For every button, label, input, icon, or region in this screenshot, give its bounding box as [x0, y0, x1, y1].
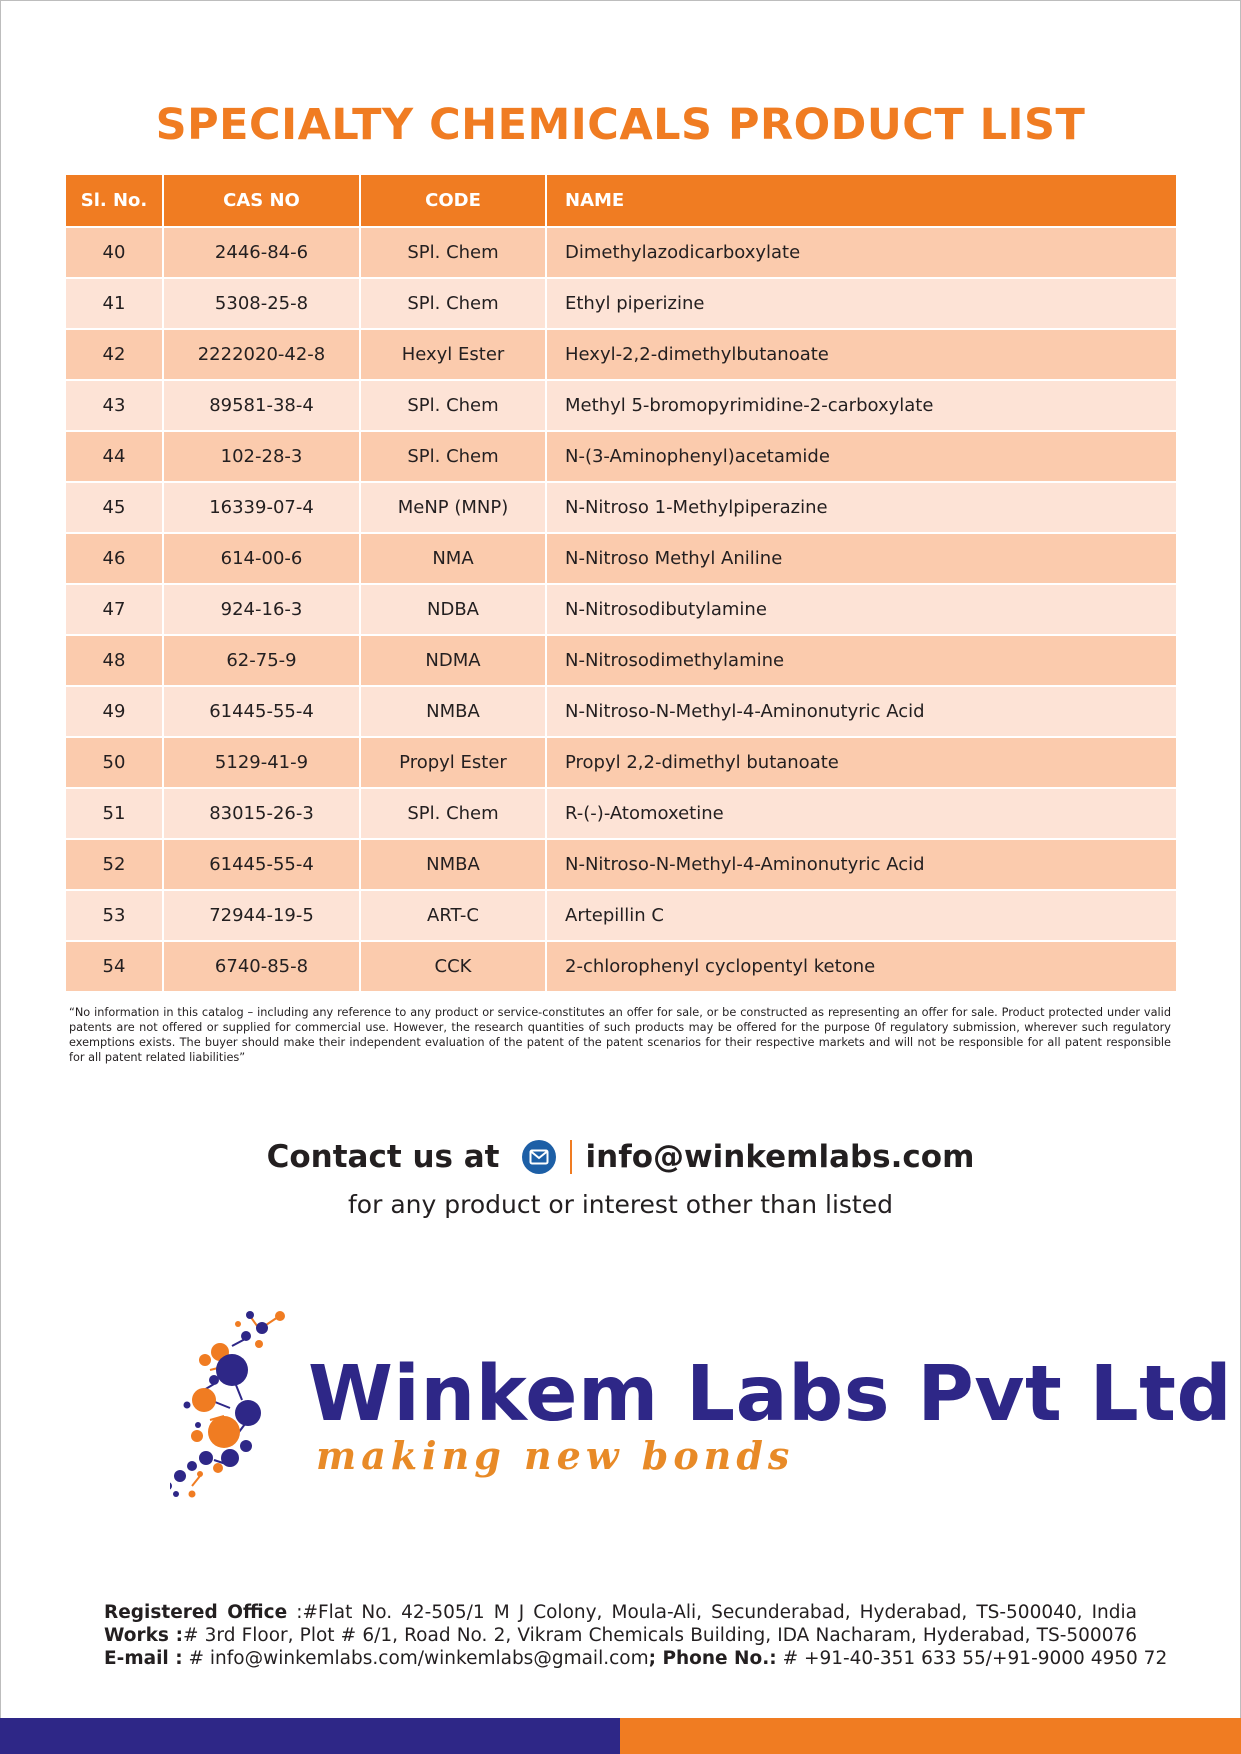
cell-cas-no: 5129-41-9 — [163, 737, 360, 788]
cell-sl-no: 42 — [65, 329, 163, 380]
cell-cas-no: 5308-25-8 — [163, 278, 360, 329]
cell-code: NDBA — [360, 584, 546, 635]
cell-sl-no: 46 — [65, 533, 163, 584]
cell-sl-no: 49 — [65, 686, 163, 737]
cell-cas-no: 2222020-42-8 — [163, 329, 360, 380]
cell-sl-no: 45 — [65, 482, 163, 533]
cell-name: Dimethylazodicarboxylate — [546, 227, 1177, 278]
email-phone-line — [104, 1647, 1168, 1670]
works-label: Works : — [104, 1625, 184, 1646]
table-row — [65, 533, 1177, 584]
cell-sl-no: 44 — [65, 431, 163, 482]
footer-bar-right — [620, 1718, 1241, 1754]
cell-code: NMBA — [360, 686, 546, 737]
cell-code: Hexyl Ester — [360, 329, 546, 380]
page-title: SPECIALTY CHEMICALS PRODUCT LIST — [155, 100, 1086, 150]
header-name: NAME — [546, 174, 1177, 227]
works-text: # 3rd Floor, Plot # 6/1, Road No. 2, Vikram Chemicals Building, IDA Nacharam, Hyderabad, TS-500076 — [183, 1625, 1137, 1646]
registered-office-label: Registered Office — [104, 1602, 288, 1623]
cell-name: Methyl 5-bromopyrimidine-2-carboxylate — [546, 380, 1177, 431]
cell-code: Propyl Ester — [360, 737, 546, 788]
table-row — [65, 839, 1177, 890]
table-header-row — [65, 174, 1177, 227]
cell-code: SPl. Chem — [360, 431, 546, 482]
header-sl-no: Sl. No. — [65, 174, 163, 227]
cell-code: ART-C — [360, 890, 546, 941]
cell-code: SPl. Chem — [360, 278, 546, 329]
table-row — [65, 890, 1177, 941]
mail-icon — [522, 1140, 556, 1174]
header-cas-no: CAS NO — [163, 174, 360, 227]
table-row — [65, 584, 1177, 635]
cell-name: Ethyl piperizine — [546, 278, 1177, 329]
cell-name: Artepillin C — [546, 890, 1177, 941]
molecule-logo-icon — [170, 1308, 310, 1508]
header-code: CODE — [360, 174, 546, 227]
cell-cas-no: 72944-19-5 — [163, 890, 360, 941]
table-row — [65, 380, 1177, 431]
table-body — [65, 227, 1177, 992]
table-row — [65, 431, 1177, 482]
cell-name: N-Nitrosodibutylamine — [546, 584, 1177, 635]
company-tagline: making new bonds — [316, 1433, 795, 1478]
cell-cas-no: 2446-84-6 — [163, 227, 360, 278]
cell-sl-no: 51 — [65, 788, 163, 839]
cell-cas-no: 62-75-9 — [163, 635, 360, 686]
cell-code: NMA — [360, 533, 546, 584]
cell-cas-no: 61445-55-4 — [163, 839, 360, 890]
cell-code: CCK — [360, 941, 546, 992]
cell-name: N-Nitrosodimethylamine — [546, 635, 1177, 686]
cell-code: SPl. Chem — [360, 788, 546, 839]
table-row — [65, 635, 1177, 686]
cell-sl-no: 43 — [65, 380, 163, 431]
email-label: E-mail : — [104, 1648, 183, 1669]
cell-cas-no: 614-00-6 — [163, 533, 360, 584]
cell-code: SPl. Chem — [360, 380, 546, 431]
contact-label: Contact us at — [266, 1139, 500, 1175]
cell-sl-no: 54 — [65, 941, 163, 992]
table-row — [65, 227, 1177, 278]
registered-office-line — [104, 1601, 1137, 1624]
table-row — [65, 278, 1177, 329]
cell-code: SPl. Chem — [360, 227, 546, 278]
company-name: Winkem Labs Pvt Ltd — [308, 1350, 1233, 1439]
cell-sl-no: 48 — [65, 635, 163, 686]
cell-name: Hexyl-2,2-dimethylbutanoate — [546, 329, 1177, 380]
footer-bar-left — [0, 1718, 620, 1754]
cell-sl-no: 53 — [65, 890, 163, 941]
cell-cas-no: 83015-26-3 — [163, 788, 360, 839]
cell-code: NMBA — [360, 839, 546, 890]
cell-cas-no: 16339-07-4 — [163, 482, 360, 533]
cell-sl-no: 50 — [65, 737, 163, 788]
cell-cas-no: 102-28-3 — [163, 431, 360, 482]
cell-name: N-(3-Aminophenyl)acetamide — [546, 431, 1177, 482]
contact-section — [0, 1132, 1241, 1182]
product-table — [64, 173, 1178, 993]
table-row — [65, 686, 1177, 737]
contact-note: for any product or interest other than listed — [348, 1190, 893, 1219]
registered-office-text: :#Flat No. 42-505/1 M J Colony, Moula-Ali, Secunderabad, Hyderabad, TS-500040, India — [296, 1602, 1137, 1623]
cell-name: N-Nitroso 1-Methylpiperazine — [546, 482, 1177, 533]
cell-name: N-Nitroso-N-Methyl-4-Aminonutyric Acid — [546, 686, 1177, 737]
table-row — [65, 329, 1177, 380]
table-row — [65, 482, 1177, 533]
table-row — [65, 737, 1177, 788]
cell-name: N-Nitroso-N-Methyl-4-Aminonutyric Acid — [546, 839, 1177, 890]
phone-label: ; Phone No.: — [648, 1648, 777, 1669]
cell-sl-no: 40 — [65, 227, 163, 278]
disclaimer-text: “No information in this catalog – including any reference to any product or service-constitutes an offer for sale, or be constructed as representing an offer for sale. Product protected under valid patents are not offered or supplied for commercial use. However, the research quantities of such products may be offered for the purpose 0f regulatory submission, wherever such regulatory exemptions exists. The buyer should make their independent evaluation of the patent of the patent scenarios for their respective markets and will not be responsible for all patent responsible for all patent related liabilities” — [69, 1006, 1171, 1064]
cell-sl-no: 41 — [65, 278, 163, 329]
cell-name: N-Nitroso Methyl Aniline — [546, 533, 1177, 584]
contact-email-link[interactable]: info@winkemlabs.com — [585, 1139, 975, 1175]
table-row — [65, 941, 1177, 992]
works-line — [104, 1624, 1137, 1647]
cell-sl-no: 52 — [65, 839, 163, 890]
cell-name: R-(-)-Atomoxetine — [546, 788, 1177, 839]
cell-cas-no: 61445-55-4 — [163, 686, 360, 737]
cell-sl-no: 47 — [65, 584, 163, 635]
contact-divider — [570, 1140, 572, 1174]
cell-cas-no: 6740-85-8 — [163, 941, 360, 992]
phone-text: # +91-40-351 633 55/+91-9000 4950 72 — [782, 1648, 1168, 1669]
cell-name: 2-chlorophenyl cyclopentyl ketone — [546, 941, 1177, 992]
address-block — [104, 1601, 1168, 1670]
cell-name: Propyl 2,2-dimethyl butanoate — [546, 737, 1177, 788]
table-row — [65, 788, 1177, 839]
cell-code: NDMA — [360, 635, 546, 686]
cell-cas-no: 89581-38-4 — [163, 380, 360, 431]
cell-code: MeNP (MNP) — [360, 482, 546, 533]
cell-cas-no: 924-16-3 — [163, 584, 360, 635]
email-text[interactable]: # info@winkemlabs.com/winkemlabs@gmail.com — [188, 1648, 649, 1669]
